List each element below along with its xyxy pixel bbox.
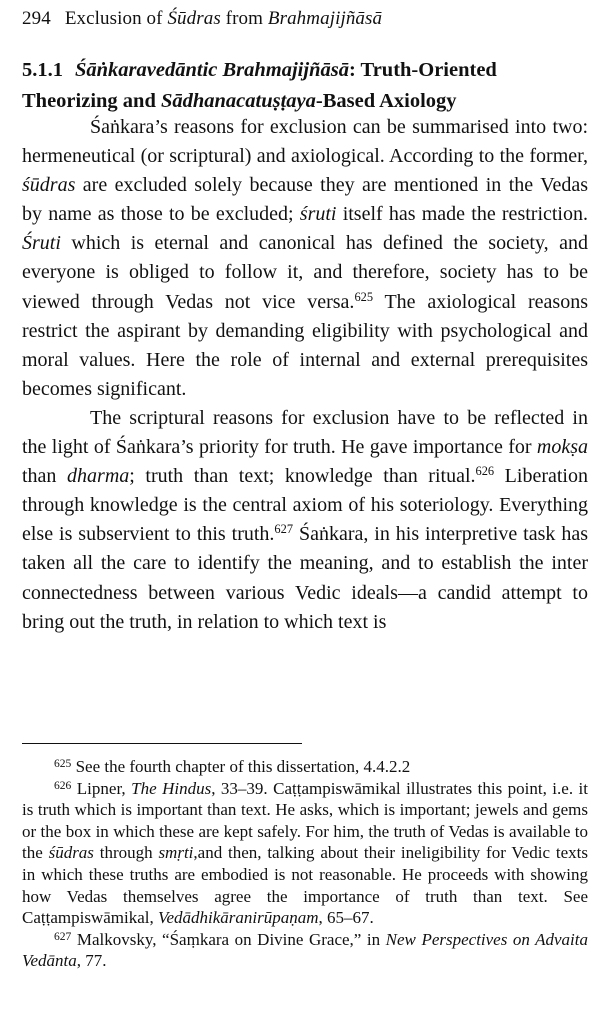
text-run: ; truth than text; knowledge than ritual. [129,465,476,488]
text-run: Śaṅkara’s reasons for exclusion can be summarised into two: hermeneutical (or scriptural) and axiological. According to the former, [22,116,588,168]
section-heading [22,55,588,117]
body-text [22,113,588,637]
footnote-text: See the fourth chapter of this dissertation, 4.4.2.2 [71,757,411,776]
paragraph [22,404,588,637]
footnote-marker[interactable]: 627 [274,522,294,537]
running-head [22,8,382,30]
footnote-text: ,and then, talking about their ineligibility for Vedic texts in which these truths are embodied is not reasonable. He proceeds with showing how Vedas themselves agree the importance of truth than text. See Caṭṭampiswāmikal, [22,843,588,928]
text-run: The axiological reasons restrict the aspirant by demanding eligibility with psychological and moral values. Here the role of internal and external prerequisites becomes significant. [22,290,588,400]
footnotes [22,756,588,972]
italic-term: dharma [67,465,130,488]
italic-term: śūdras [22,174,76,197]
footnote-italic: śūdras [48,843,94,863]
footnote-marker[interactable]: 626 [475,464,495,479]
running-head-italic: Śūdras [167,8,221,29]
section-title-italic: Śāṅkaravedāntic Brahmajijñāsā [75,59,349,81]
text-run: Śaṅkara, in his interpretive task has taken all the care to identify the meaning, and to establish the inter connectedness between various Vedic ideals—a candid attempt to bring out the truth, in relation to which text is [22,523,588,633]
footnote-divider [22,743,302,744]
footnote-italic: The Hindus [131,778,212,798]
footnote [22,756,588,778]
text-run: Liberation through knowledge is the central axiom of his soteriology. Everything else is subservient to this truth. [22,465,588,546]
text-run: itself has made the restriction. [336,203,588,226]
italic-term: Śruti [22,232,61,255]
text-run: than [22,465,68,488]
footnote-italic: Vedādhikāranirūpaṇam [157,908,319,928]
footnote-text: , 65–67. [318,908,374,928]
paragraph [22,113,588,404]
running-head-italic: Brahmajijñāsā [267,8,383,29]
footnote-italic: smṛti [158,843,194,863]
footnote-number: 625 [54,756,72,770]
text-run: The scriptural reasons for exclusion have to be reflected in the light of Śaṅkara’s priority for truth. He gave importance for [22,406,588,459]
footnote-italic: New Perspectives on Advaita Vedānta [22,929,588,971]
footnote [22,778,588,929]
page-number: 294 [22,8,51,29]
footnote-text: Lipner, [71,778,132,798]
footnote-text: through [93,843,159,863]
footnote-marker[interactable]: 625 [354,289,374,304]
italic-term: mokṣa [536,436,588,459]
footnote-text: , 33–39. Caṭṭampiswāmikal illustrates this point, i.e. it is truth which is important than text. He asks, which is important; jewels and gems or the box in which these are kept safely. For him, the truth of Vedas is available to the [22,778,588,863]
section-number: 5.1.1 [22,59,63,81]
footnote-number: 626 [54,778,72,792]
text-run: which is eternal and canonical has defined the society, and everyone is obliged to follow it, and therefore, society has to be viewed through Vedas not vice versa. [22,232,588,313]
text-run: are excluded solely because they are mentioned in the Vedas by name as those to be excluded; [22,174,588,226]
footnote-text: Malkovsky, “Śaṃkara on Divine Grace,” in [71,929,386,949]
running-head-text: Exclusion of [64,8,168,29]
footnote-number: 627 [54,929,72,943]
footnote-text: , 77. [76,951,107,971]
section-title-italic: Sādhanacatuṣṭaya [160,90,316,112]
italic-term: śruti [299,203,337,226]
running-head-text: from [220,8,268,29]
section-title-text: : Truth-Oriented Theorizing and [22,59,497,112]
section-title-text: -Based Axiology [315,90,457,112]
footnote [22,929,588,972]
